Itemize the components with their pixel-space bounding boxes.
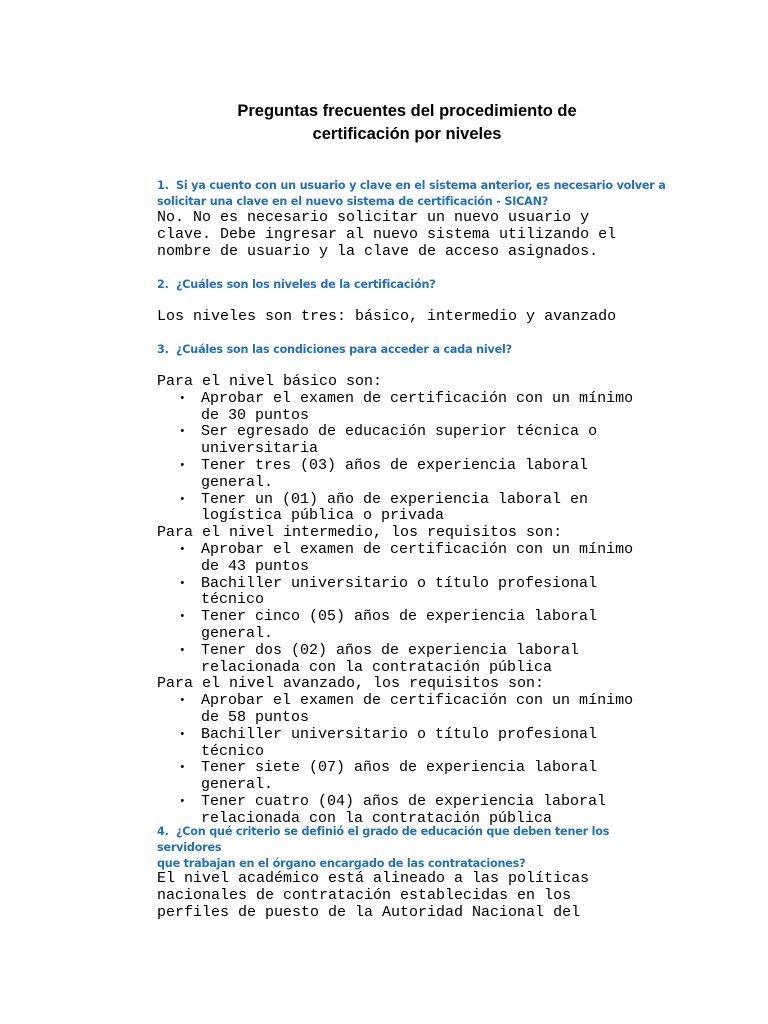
requirement-line: de 30 puntos (201, 406, 310, 424)
requirement-line: Tener tres (03) años de experiencia laboral (201, 456, 589, 474)
answer-2 (157, 309, 667, 326)
requirement-item (157, 424, 667, 458)
requirement-line: universitaria (201, 440, 319, 458)
requirement-item (157, 794, 667, 828)
bullet-icon: • (179, 762, 186, 775)
bullet-icon: • (179, 728, 186, 741)
title-line-2: certificación por niveles (312, 125, 502, 143)
requirement-item (157, 576, 667, 610)
answer-1 (157, 210, 667, 260)
question-text-line-1: ¿Cuáles son las condiciones para acceder a cada nivel? (176, 343, 512, 356)
requirement-line: Tener dos (02) años de experiencia laboral (201, 641, 580, 659)
question-number: 2. (157, 278, 169, 291)
requirement-line: de 43 puntos (201, 557, 310, 575)
requirement-line: Aprobar el examen de certificación con un mínimo (201, 692, 634, 710)
requirement-line: Bachiller universitario o título profesional (201, 574, 598, 592)
requirement-item (157, 760, 667, 794)
question-number: 4. (157, 825, 169, 838)
requirement-line: Aprobar el examen de certificación con un mínimo (201, 389, 634, 407)
requirement-line: técnico (201, 591, 265, 609)
question-3 (157, 342, 667, 358)
bullet-icon: • (179, 795, 186, 808)
requirement-line: relacionada con la contratación pública (201, 658, 553, 676)
question-number: 3. (157, 343, 169, 356)
answer-line-3: nombre de usuario y la clave de acceso asignados. (157, 242, 599, 260)
title-line-1: Preguntas frecuentes del procedimiento de (237, 102, 577, 120)
question-text-line-1: ¿Con qué criterio se definió el grado de educación que deben tener los servidores (157, 825, 610, 854)
requirement-line: Ser egresado de educación superior técnica o (201, 423, 598, 441)
requirement-line: Tener siete (07) años de experiencia laboral (201, 759, 598, 777)
requirement-line: Tener cinco (05) años de experiencia laboral (201, 608, 598, 626)
requirement-line: relacionada con la contratación pública (201, 809, 553, 827)
requirement-item (157, 609, 667, 643)
answer-line-2: nacionales de contratación establecidas en los (157, 886, 572, 904)
basic-requirements-list (157, 391, 667, 525)
bullet-icon: • (179, 644, 186, 657)
requirement-line: Aprobar el examen de certificación con un mínimo (201, 540, 634, 558)
page-title (157, 100, 657, 146)
bullet-icon: • (179, 426, 186, 439)
answer-3 (157, 374, 667, 828)
answer-line-1: No. No es necesario solicitar un nuevo usuario y (157, 209, 590, 226)
bullet-icon: • (179, 459, 186, 472)
requirement-line: logística pública o privada (201, 507, 445, 525)
advanced-requirements-list (157, 693, 667, 827)
requirement-item (157, 458, 667, 492)
bullet-icon: • (179, 392, 186, 405)
question-number: 1. (157, 179, 169, 192)
bullet-icon: • (179, 493, 186, 506)
answer-line-1: El nivel académico está alineado a las políticas (157, 870, 590, 887)
answer-line-2: clave. Debe ingresar al nuevo sistema utilizando el (157, 225, 617, 243)
question-1 (157, 178, 667, 210)
requirement-line: técnico (201, 742, 265, 760)
bullet-icon: • (179, 695, 186, 708)
answer-line-3: perfiles de puesto de la Autoridad Nacional del (157, 903, 581, 921)
advanced-level-intro: Para el nivel avanzado, los requisitos son: (157, 675, 545, 693)
answer-line-1: Los niveles son tres: básico, intermedio y avanzado (157, 308, 617, 325)
bullet-icon: • (179, 577, 186, 590)
question-text-line-1: Si ya cuento con un usuario y clave en el sistema anterior, es necesario volver a (176, 179, 666, 192)
answer-4 (157, 871, 667, 921)
requirement-item (157, 391, 667, 425)
requirement-line: Tener un (01) año de experiencia laboral en (201, 490, 589, 508)
requirement-line: Tener cuatro (04) años de experiencia laboral (201, 792, 607, 810)
question-2 (157, 277, 667, 293)
intermediate-requirements-list (157, 542, 667, 676)
intermediate-level-intro: Para el nivel intermedio, los requisitos son: (157, 524, 563, 542)
requirement-line: de 58 puntos (201, 708, 310, 726)
requirement-item (157, 542, 667, 576)
question-text-line-2: que trabajan en el órgano encargado de las contrataciones? (157, 857, 526, 870)
requirement-line: general. (201, 776, 274, 794)
question-text-line-2: solicitar una clave en el nuevo sistema de certificación - SICAN? (157, 195, 549, 208)
bullet-icon: • (179, 611, 186, 624)
requirement-item (157, 693, 667, 727)
requirement-item (157, 492, 667, 526)
requirement-item (157, 727, 667, 761)
requirement-line: general. (201, 473, 274, 491)
requirement-line: general. (201, 624, 274, 642)
requirement-line: Bachiller universitario o título profesional (201, 725, 598, 743)
question-4 (157, 824, 667, 872)
bullet-icon: • (179, 543, 186, 556)
basic-level-intro: Para el nivel básico son: (157, 373, 383, 390)
question-text-line-1: ¿Cuáles son los niveles de la certificación? (176, 278, 436, 291)
requirement-item (157, 643, 667, 677)
